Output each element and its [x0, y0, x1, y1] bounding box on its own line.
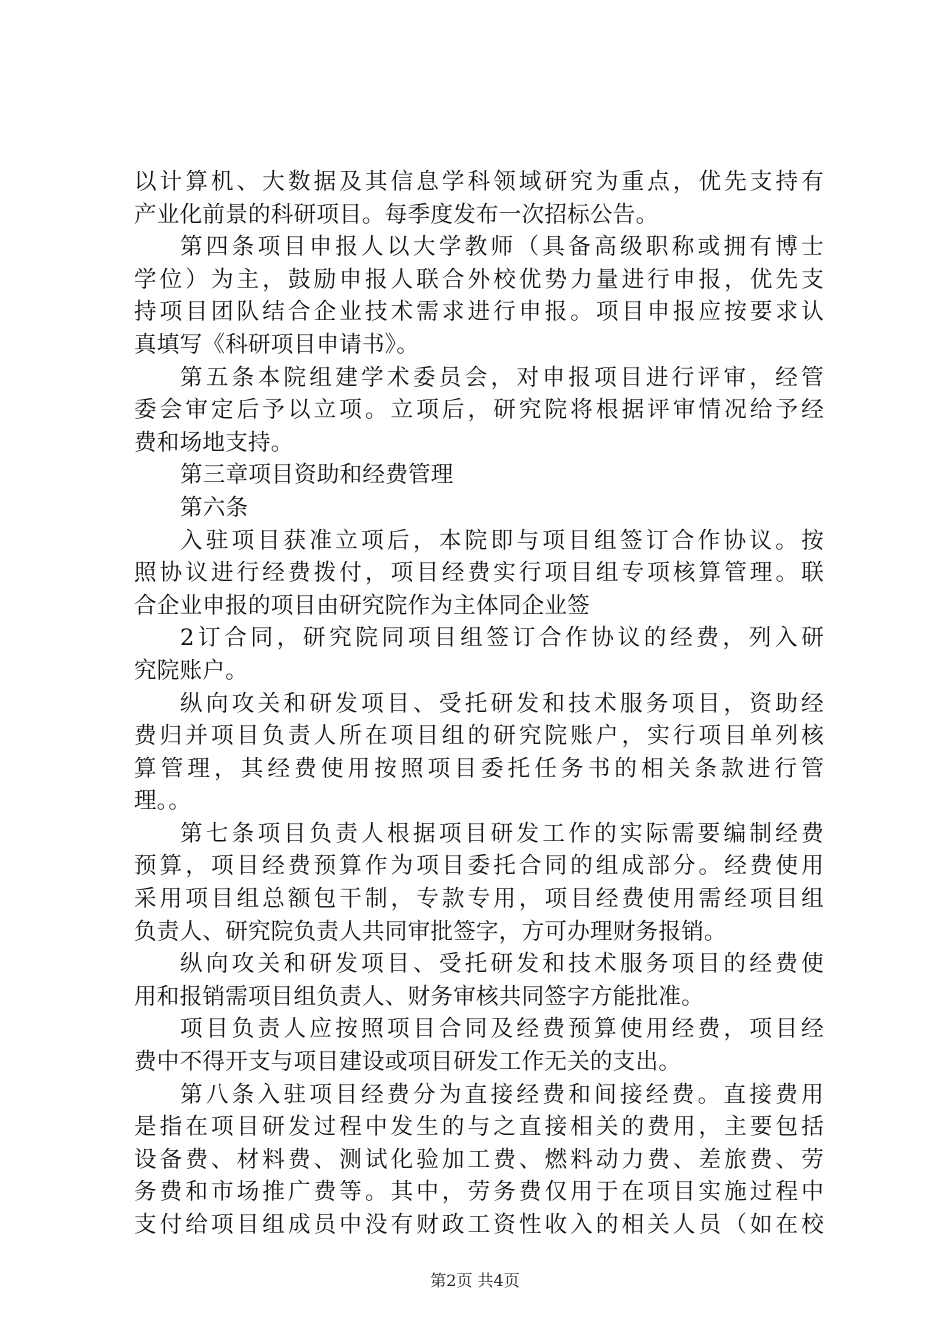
text-line: 第三章项目资助和经费管理 [180, 462, 454, 489]
text-line: 以计算机、大数据及其信息学科领域研究为重点，优先支持有 [134, 169, 824, 195]
text-line: 第四条项目申报人以大学教师（具备高级职称或拥有博士 [180, 234, 824, 261]
text-line: 预算，项目经费预算作为项目委托合同的组成部分。经费使用 [134, 853, 824, 880]
text-line: 第五条本院组建学术委员会，对申报项目进行评审，经管 [180, 364, 824, 391]
text-line: 用和报销需项目组负责人、财务审核共同签字方能批准。 [134, 983, 705, 1010]
text-line: 算管理，其经费使用按照项目委托任务书的相关条款进行管 [134, 755, 824, 782]
text-line: 费归并项目负责人所在项目组的研究院账户，实行项目单列核 [134, 723, 824, 750]
text-line: 真填写《科研项目申请书》。 [134, 331, 420, 358]
text-line: 负责人、研究院负责人共同审批签字，方可办理财务报销。 [134, 918, 727, 945]
text-line: 费中不得开支与项目建设或项目研发工作无关的支出。 [134, 1049, 682, 1076]
text-line: 照协议进行经费拨付，项目经费实行项目组专项核算管理。联 [134, 560, 824, 587]
text-line: 务费和市场推广费等。其中，劳务费仅用于在项目实施过程中 [134, 1179, 824, 1206]
text-line: 采用项目组总额包干制，专款专用，项目经费使用需经项目组 [134, 886, 824, 913]
text-line: 纵向攻关和研发项目、受托研发和技术服务项目的经费使 [180, 951, 824, 978]
text-line: 2订合同，研究院同项目组签订合作协议的经费，列入研 [180, 625, 824, 652]
text-line: 学位）为主，鼓励申报人联合外校优势力量进行申报，优先支 [134, 266, 824, 293]
page-number-footer: 第2页 共4页 [430, 1271, 520, 1290]
text-line: 入驻项目获准立项后，本院即与项目组签订合作协议。按 [180, 527, 824, 554]
text-line: 产业化前景的科研项目。每季度发布一次招标公告。 [134, 201, 659, 228]
text-line: 理。。 [134, 788, 192, 815]
text-line: 第八条入驻项目经费分为直接经费和间接经费。直接费用 [180, 1081, 824, 1108]
text-line: 委会审定后予以立项。立项后，研究院将根据评审情况给予经 [134, 397, 824, 424]
text-line: 合企业申报的项目由研究院作为主体同企业签 [134, 592, 591, 619]
text-line: 第七条项目负责人根据项目研发工作的实际需要编制经费 [180, 820, 824, 847]
document-body [134, 166, 824, 1242]
text-line: 第六条 [180, 494, 249, 521]
text-line: 纵向攻关和研发项目、受托研发和技术服务项目，资助经 [180, 690, 824, 717]
text-line: 支付给项目组成员中没有财政工资性收入的相关人员（如在校 [134, 1212, 824, 1238]
text-line: 持项目团队结合企业技术需求进行申报。项目申报应按要求认 [134, 299, 824, 326]
text-line: 究院账户。 [134, 657, 249, 684]
text-line: 项目负责人应按照项目合同及经费预算使用经费，项目经 [180, 1016, 824, 1043]
text-line: 是指在项目研发过程中发生的与之直接相关的费用，主要包括 [134, 1114, 824, 1141]
text-line: 设备费、材料费、测试化验加工费、燃料动力费、差旅费、劳 [134, 1146, 824, 1173]
text-line: 费和场地支持。 [134, 429, 294, 456]
